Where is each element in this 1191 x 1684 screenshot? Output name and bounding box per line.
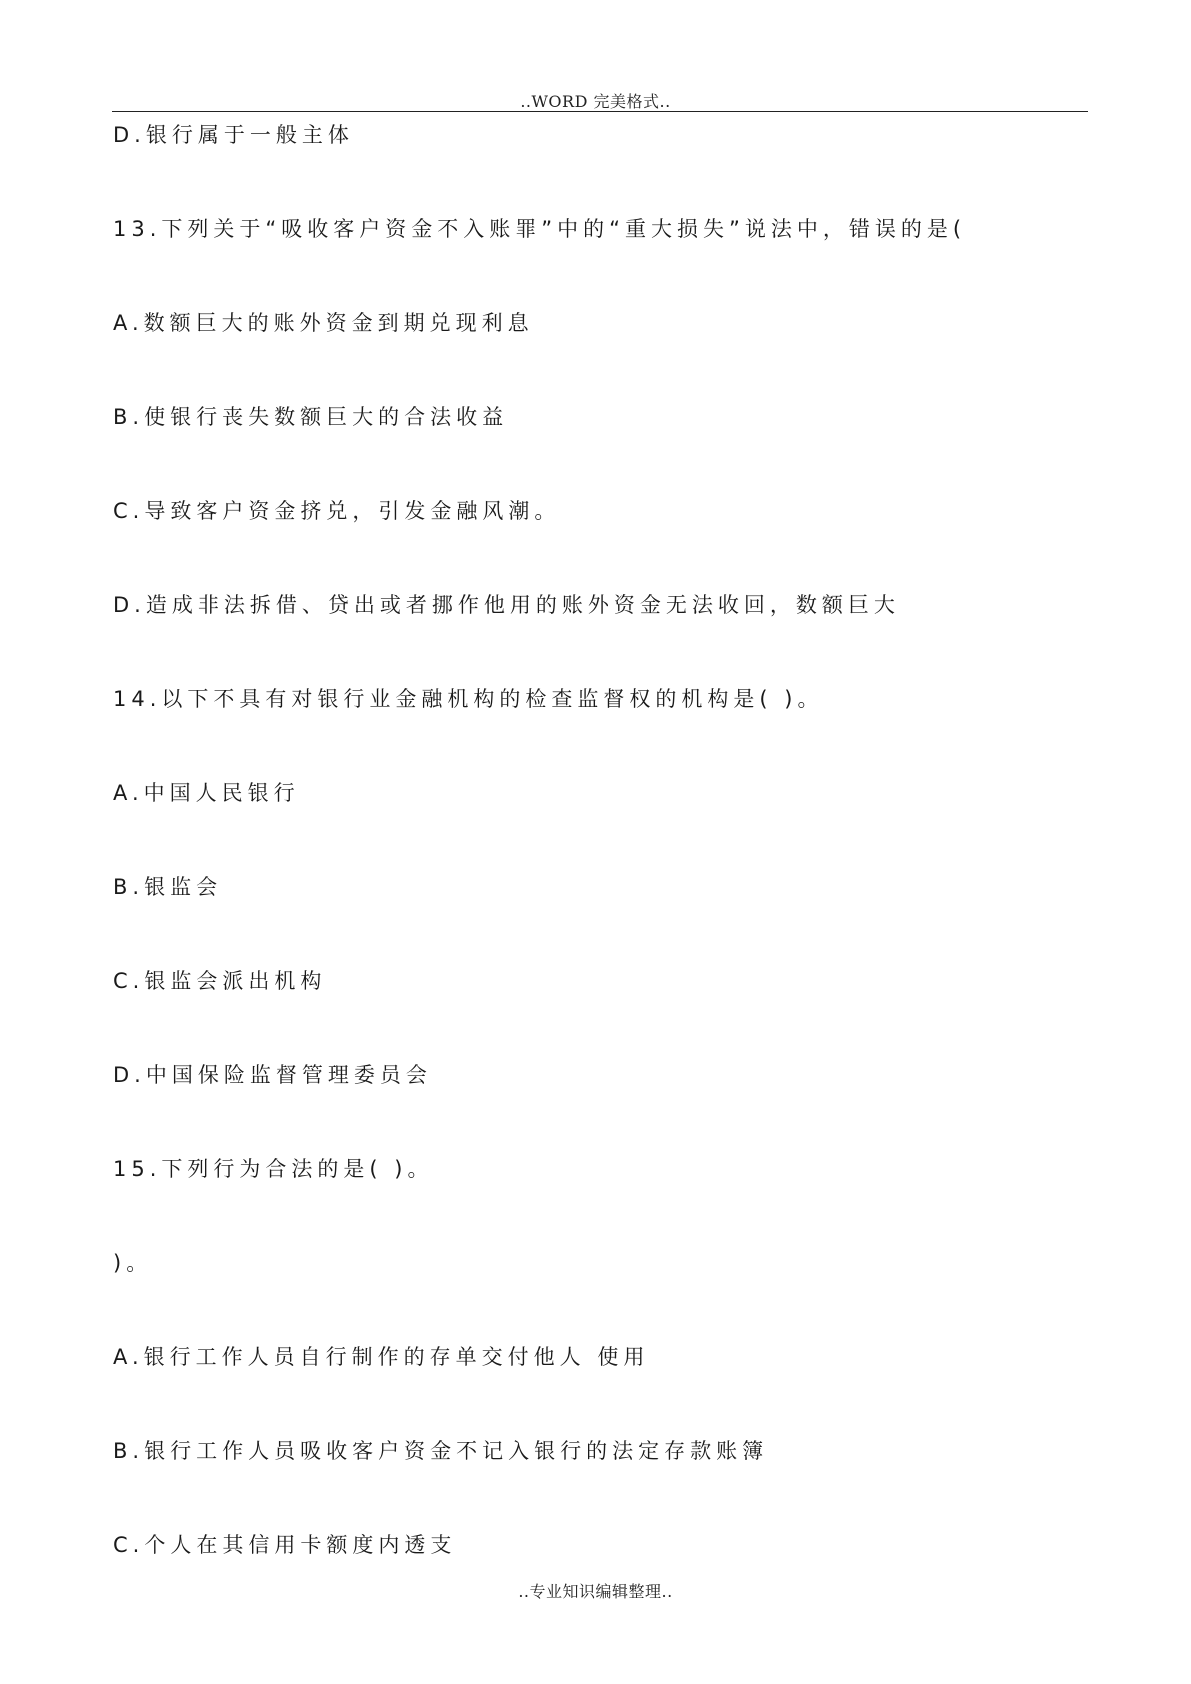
question-14: 14.以下不具有对银行业金融机构的检查监督权的机构是( )。 (113, 687, 824, 711)
option-line-c-q14: C.银监会派出机构 (113, 969, 327, 993)
option-line-d-q13: D.造成非法拆借、贷出或者挪作他用的账外资金无法收回，数额巨大 (113, 593, 900, 617)
question-13: 13.下列关于“吸收客户资金不入账罪”中的“重大损失”说法中，错误的是( (113, 217, 967, 241)
question-15: 15.下列行为合法的是( )。 (113, 1157, 434, 1181)
header-divider (112, 111, 1088, 112)
option-line-c-q15: C.个人在其信用卡额度内透支 (113, 1533, 457, 1557)
option-line-d-q12: D.银行属于一般主体 (113, 123, 354, 147)
option-line-a-q14: A.中国人民银行 (113, 781, 300, 805)
stray-paren-line: )。 (113, 1251, 153, 1275)
option-line-d-q14: D.中国保险监督管理委员会 (113, 1063, 432, 1087)
option-line-b-q14: B.银监会 (113, 875, 223, 899)
option-line-c-q13: C.导致客户资金挤兑，引发金融风潮。 (113, 499, 561, 523)
page-footer: ..专业知识编辑整理.. (518, 1582, 673, 1601)
option-line-a-q15: A.银行工作人员自行制作的存单交付他人 使用 (113, 1345, 650, 1369)
option-line-b-q15: B.银行工作人员吸收客户资金不记入银行的法定存款账簿 (113, 1439, 769, 1463)
page-header: ..WORD 完美格式.. (520, 92, 671, 111)
option-line-b-q13: B.使银行丧失数额巨大的合法收益 (113, 405, 509, 429)
option-line-a-q13: A.数额巨大的账外资金到期兑现利息 (113, 311, 534, 335)
